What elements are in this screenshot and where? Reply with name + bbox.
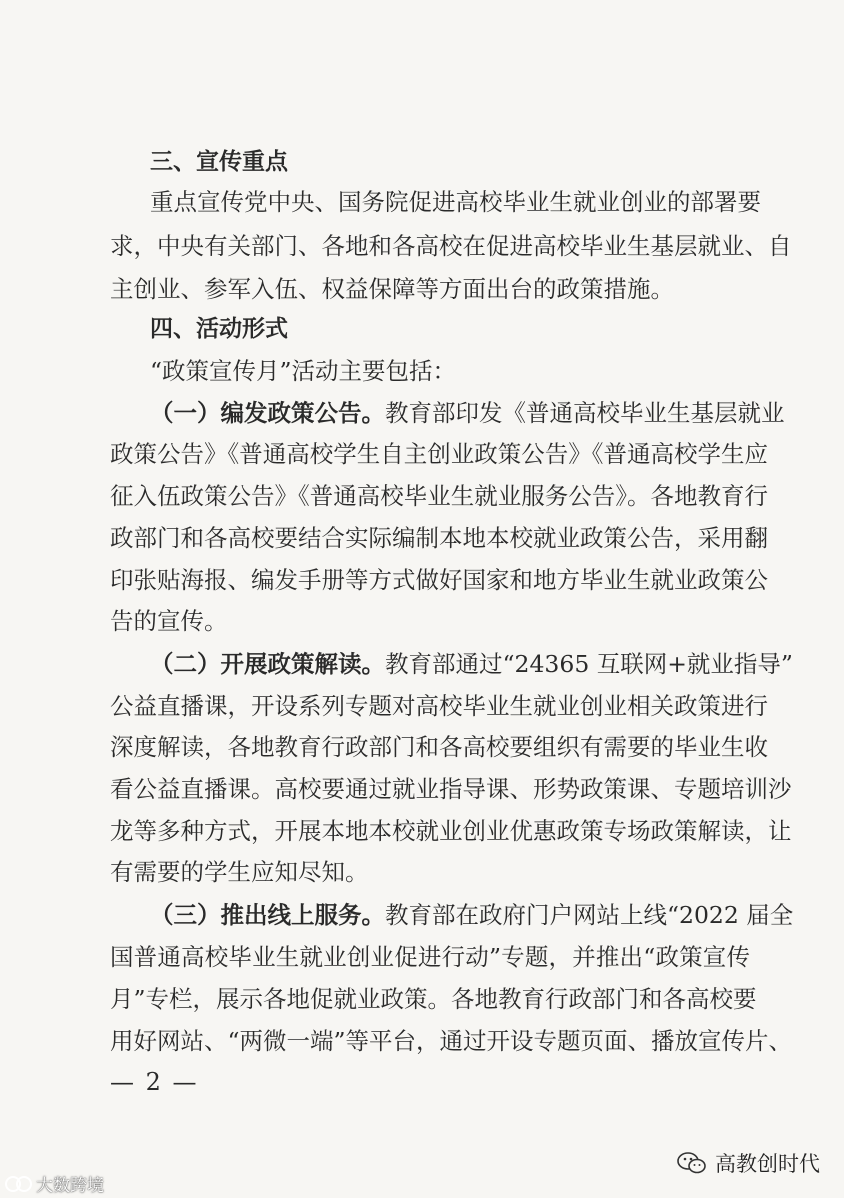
item-3-first-text: 教育部在政府门户网站上线“2022 届全	[385, 901, 794, 929]
item-1-line-3: 征入伍政策公告》《普通高校毕业生就业服务公告》。各地教育行	[110, 482, 768, 510]
page-number: — 2 —	[110, 1068, 199, 1096]
item-2-line-2: 公益直播课，开设系列专题对高校毕业生就业创业相关政策进行	[110, 692, 768, 720]
watermark-left-text: 大数跨境	[36, 1176, 104, 1196]
item-2-line-5: 龙等多种方式，开展本地本校就业创业优惠政策专场政策解读，让	[110, 817, 792, 845]
watermark-right	[677, 1148, 820, 1178]
section-4-intro: “政策宣传月”活动主要包括：	[150, 357, 457, 385]
watermark-left	[4, 1171, 104, 1196]
section-3-line-1: 重点宣传党中央、国务院促进高校毕业生就业创业的部署要	[150, 188, 761, 216]
item-2-line-3: 深度解读，各地教育行政部门和各高校要组织有需要的毕业生收	[110, 733, 768, 761]
item-1-first-line	[150, 397, 785, 429]
item-1-line-6: 告的宣传。	[110, 607, 228, 635]
item-2-first-text: 教育部通过“24365 互联网+就业指导”	[385, 650, 793, 678]
item-3-label: （三）推出线上服务。	[150, 901, 385, 929]
item-3-line-2: 国普通高校毕业生就业创业促进行动”专题，并推出“政策宣传	[110, 943, 750, 971]
wechat-icon	[677, 1151, 707, 1175]
item-2-label: （二）开展政策解读。	[150, 650, 385, 678]
section-3-line-3: 主创业、参军入伍、权益保障等方面出台的政策措施。	[110, 275, 674, 303]
item-3-line-3: 月”专栏，展示各地促就业政策。各地教育行政部门和各高校要	[110, 985, 757, 1013]
item-3-line-4: 用好网站、“两微一端”等平台，通过开设专题页面、播放宣传片、	[110, 1027, 793, 1055]
item-3-first-line	[150, 899, 794, 931]
item-1-label: （一）编发政策公告。	[150, 399, 385, 427]
item-1-first-text: 教育部印发《普通高校毕业生基层就业	[385, 399, 785, 427]
item-1-line-5: 印张贴海报、编发手册等方式做好国家和地方毕业生就业政策公	[110, 566, 768, 594]
brand-logo-icon	[4, 1174, 34, 1194]
item-1-line-2: 政策公告》《普通高校学生自主创业政策公告》《普通高校学生应	[110, 440, 768, 468]
watermark-right-text: 高教创时代	[715, 1152, 820, 1176]
item-2-line-4: 看公益直播课。高校要通过就业指导课、形势政策课、专题培训沙	[110, 775, 792, 803]
item-2-first-line	[150, 648, 793, 680]
section-4-heading: 四、活动形式	[150, 316, 288, 342]
section-3-heading: 三、宣传重点	[150, 149, 288, 175]
item-1-line-4: 政部门和各高校要结合实际编制本地本校就业政策公告，采用翻	[110, 524, 768, 552]
section-3-line-2: 求，中央有关部门、各地和各高校在促进高校毕业生基层就业、自	[110, 232, 792, 260]
item-2-line-6: 有需要的学生应知尽知。	[110, 858, 369, 886]
